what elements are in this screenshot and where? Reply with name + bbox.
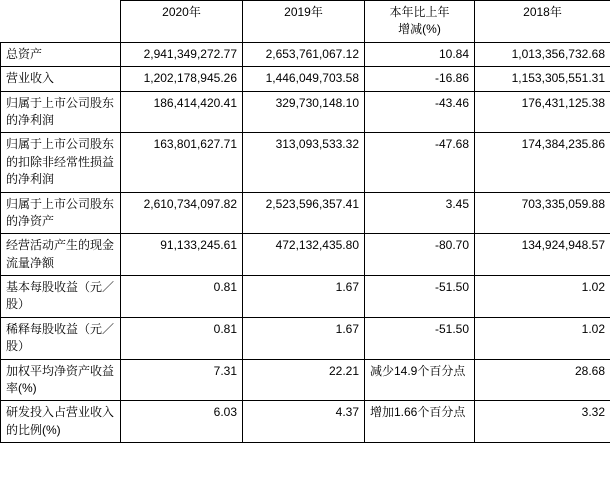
cell-yoy-change: 3.45 bbox=[365, 192, 475, 234]
cell-2020: 0.81 bbox=[121, 317, 243, 359]
cell-2019: 1.67 bbox=[243, 276, 365, 318]
cell-2018: 1.02 bbox=[475, 276, 610, 318]
header-blank-corner bbox=[1, 1, 121, 43]
cell-2020: 7.31 bbox=[121, 359, 243, 401]
row-label: 总资产 bbox=[1, 42, 121, 66]
row-label: 归属于上市公司股东的净资产 bbox=[1, 192, 121, 234]
table-row bbox=[1, 192, 610, 234]
cell-2018: 3.32 bbox=[475, 401, 610, 443]
table-row bbox=[1, 317, 610, 359]
cell-2019: 313,093,533.32 bbox=[243, 133, 365, 192]
cell-yoy-change: -80.70 bbox=[365, 234, 475, 276]
cell-2020: 186,414,420.41 bbox=[121, 91, 243, 133]
header-yoy-change bbox=[365, 1, 475, 43]
header-yoy-change-line2: 增减(%) bbox=[398, 22, 441, 37]
cell-2019: 2,523,596,357.41 bbox=[243, 192, 365, 234]
cell-yoy-change: 10.84 bbox=[365, 42, 475, 66]
header-2018: 2018年 bbox=[475, 1, 610, 43]
table-row bbox=[1, 91, 610, 133]
cell-yoy-change: -47.68 bbox=[365, 133, 475, 192]
cell-2018: 174,384,235.86 bbox=[475, 133, 610, 192]
header-2019: 2019年 bbox=[243, 1, 365, 43]
cell-2020: 6.03 bbox=[121, 401, 243, 443]
header-2020: 2020年 bbox=[121, 1, 243, 43]
cell-yoy-change: 减少14.9个百分点 bbox=[365, 359, 475, 401]
cell-2020: 1,202,178,945.26 bbox=[121, 67, 243, 91]
row-label: 经营活动产生的现金流量净额 bbox=[1, 234, 121, 276]
cell-yoy-change: 增加1.66个百分点 bbox=[365, 401, 475, 443]
row-label: 归属于上市公司股东的扣除非经常性损益的净利润 bbox=[1, 133, 121, 192]
row-label: 加权平均净资产收益率(%) bbox=[1, 359, 121, 401]
cell-2018: 1,153,305,551.31 bbox=[475, 67, 610, 91]
cell-2020: 163,801,627.71 bbox=[121, 133, 243, 192]
cell-2018: 28.68 bbox=[475, 359, 610, 401]
cell-2019: 329,730,148.10 bbox=[243, 91, 365, 133]
row-label: 归属于上市公司股东的净利润 bbox=[1, 91, 121, 133]
cell-2019: 2,653,761,067.12 bbox=[243, 42, 365, 66]
row-label: 稀释每股收益（元／股） bbox=[1, 317, 121, 359]
cell-2019: 472,132,435.80 bbox=[243, 234, 365, 276]
cell-2019: 1,446,049,703.58 bbox=[243, 67, 365, 91]
cell-2020: 0.81 bbox=[121, 276, 243, 318]
cell-2018: 134,924,948.57 bbox=[475, 234, 610, 276]
cell-2018: 703,335,059.88 bbox=[475, 192, 610, 234]
cell-2020: 2,941,349,272.77 bbox=[121, 42, 243, 66]
table-body bbox=[1, 42, 610, 442]
row-label: 营业收入 bbox=[1, 67, 121, 91]
header-yoy-change-line1: 本年比上年 bbox=[389, 5, 450, 19]
table-row bbox=[1, 401, 610, 443]
table-row bbox=[1, 67, 610, 91]
cell-2019: 22.21 bbox=[243, 359, 365, 401]
cell-2018: 176,431,125.38 bbox=[475, 91, 610, 133]
cell-2019: 1.67 bbox=[243, 317, 365, 359]
cell-yoy-change: -51.50 bbox=[365, 276, 475, 318]
table-row bbox=[1, 42, 610, 66]
cell-2018: 1,013,356,732.68 bbox=[475, 42, 610, 66]
table-row bbox=[1, 234, 610, 276]
cell-yoy-change: -43.46 bbox=[365, 91, 475, 133]
cell-2019: 4.37 bbox=[243, 401, 365, 443]
table-row bbox=[1, 133, 610, 192]
cell-yoy-change: -51.50 bbox=[365, 317, 475, 359]
table-row bbox=[1, 359, 610, 401]
row-label: 基本每股收益（元／股） bbox=[1, 276, 121, 318]
cell-2018: 1.02 bbox=[475, 317, 610, 359]
table-header-row bbox=[1, 1, 610, 43]
cell-2020: 91,133,245.61 bbox=[121, 234, 243, 276]
cell-yoy-change: -16.86 bbox=[365, 67, 475, 91]
cell-2020: 2,610,734,097.82 bbox=[121, 192, 243, 234]
row-label: 研发投入占营业收入的比例(%) bbox=[1, 401, 121, 443]
table-row bbox=[1, 276, 610, 318]
